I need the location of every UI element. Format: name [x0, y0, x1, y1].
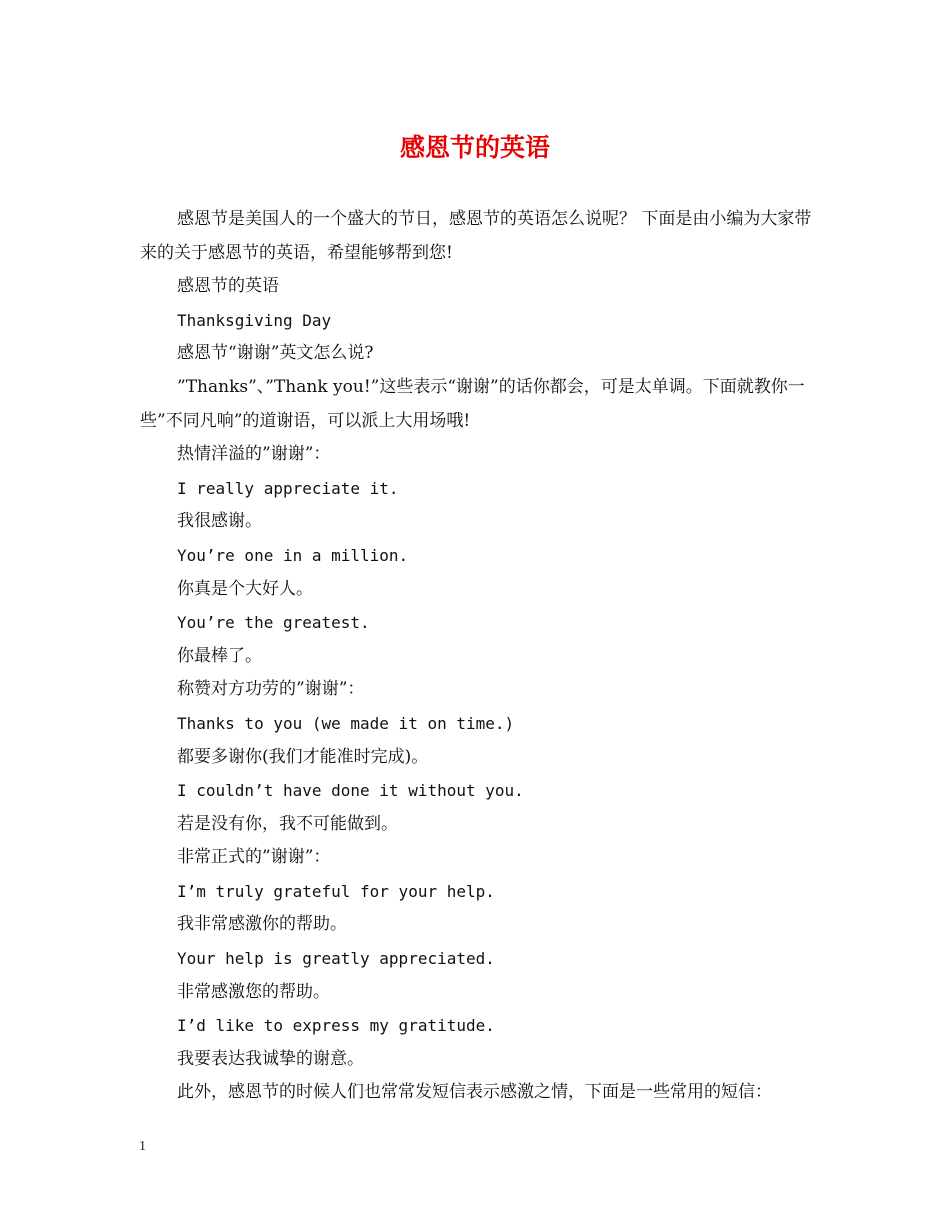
category-heading: 非常正式的”谢谢”： — [177, 847, 331, 868]
english-phrase: I couldn’t have done it without you. — [177, 781, 524, 801]
english-phrase: I’d like to express my gratitude. — [177, 1016, 495, 1036]
chinese-translation: 你真是个大好人。 — [177, 578, 313, 599]
section-question: 感恩节“谢谢”英文怎么说? — [177, 343, 374, 364]
document-title: 感恩节的英语 — [399, 133, 550, 162]
category-heading: 称赞对方功劳的”谢谢”： — [177, 679, 365, 700]
chinese-translation: 我很感谢。 — [177, 511, 262, 532]
chinese-translation: 我非常感激你的帮助。 — [177, 914, 347, 935]
english-phrase: I’m truly grateful for your help. — [177, 881, 495, 901]
chinese-translation: 都要多谢你(我们才能准时完成)。 — [177, 746, 429, 767]
section-heading: 感恩节的英语 — [177, 276, 279, 297]
english-phrase: You’re one in a million. — [177, 545, 409, 565]
english-phrase: You’re the greatest. — [177, 613, 370, 633]
english-phrase: Your help is greatly appreciated. — [177, 949, 495, 969]
english-phrase: I really appreciate it. — [177, 478, 399, 498]
category-heading: 热情洋溢的”谢谢”： — [177, 444, 331, 465]
chinese-translation: 若是没有你，我不可能做到。 — [177, 813, 398, 834]
page-number: 1 — [139, 1139, 146, 1154]
intro-paragraph: 感恩节是美国人的一个盛大的节日，感恩节的英语怎么说呢？ 下面是由小编为大家带来的关于感恩节的英语，希望能够帮到您! — [140, 209, 812, 263]
chinese-translation: 非常感激您的帮助。 — [177, 981, 330, 1002]
closing-paragraph: 此外，感恩节的时候人们也常常发短信表示感激之情，下面是一些常用的短信： — [177, 1082, 772, 1103]
chinese-translation: 我要表达我诚挚的谢意。 — [177, 1048, 364, 1069]
english-line: Thanksgiving Day — [177, 310, 332, 330]
chinese-translation: 你最棒了。 — [177, 645, 262, 666]
document-body — [140, 203, 815, 1110]
explanation-paragraph: ”Thanks”、”Thank you!”这些表示“谢谢”的话你都会，可是太单调。下面就教你一些”不同凡响”的道谢语，可以派上大用场哦! — [140, 376, 805, 431]
english-phrase: Thanks to you (we made it on time.) — [177, 713, 515, 733]
